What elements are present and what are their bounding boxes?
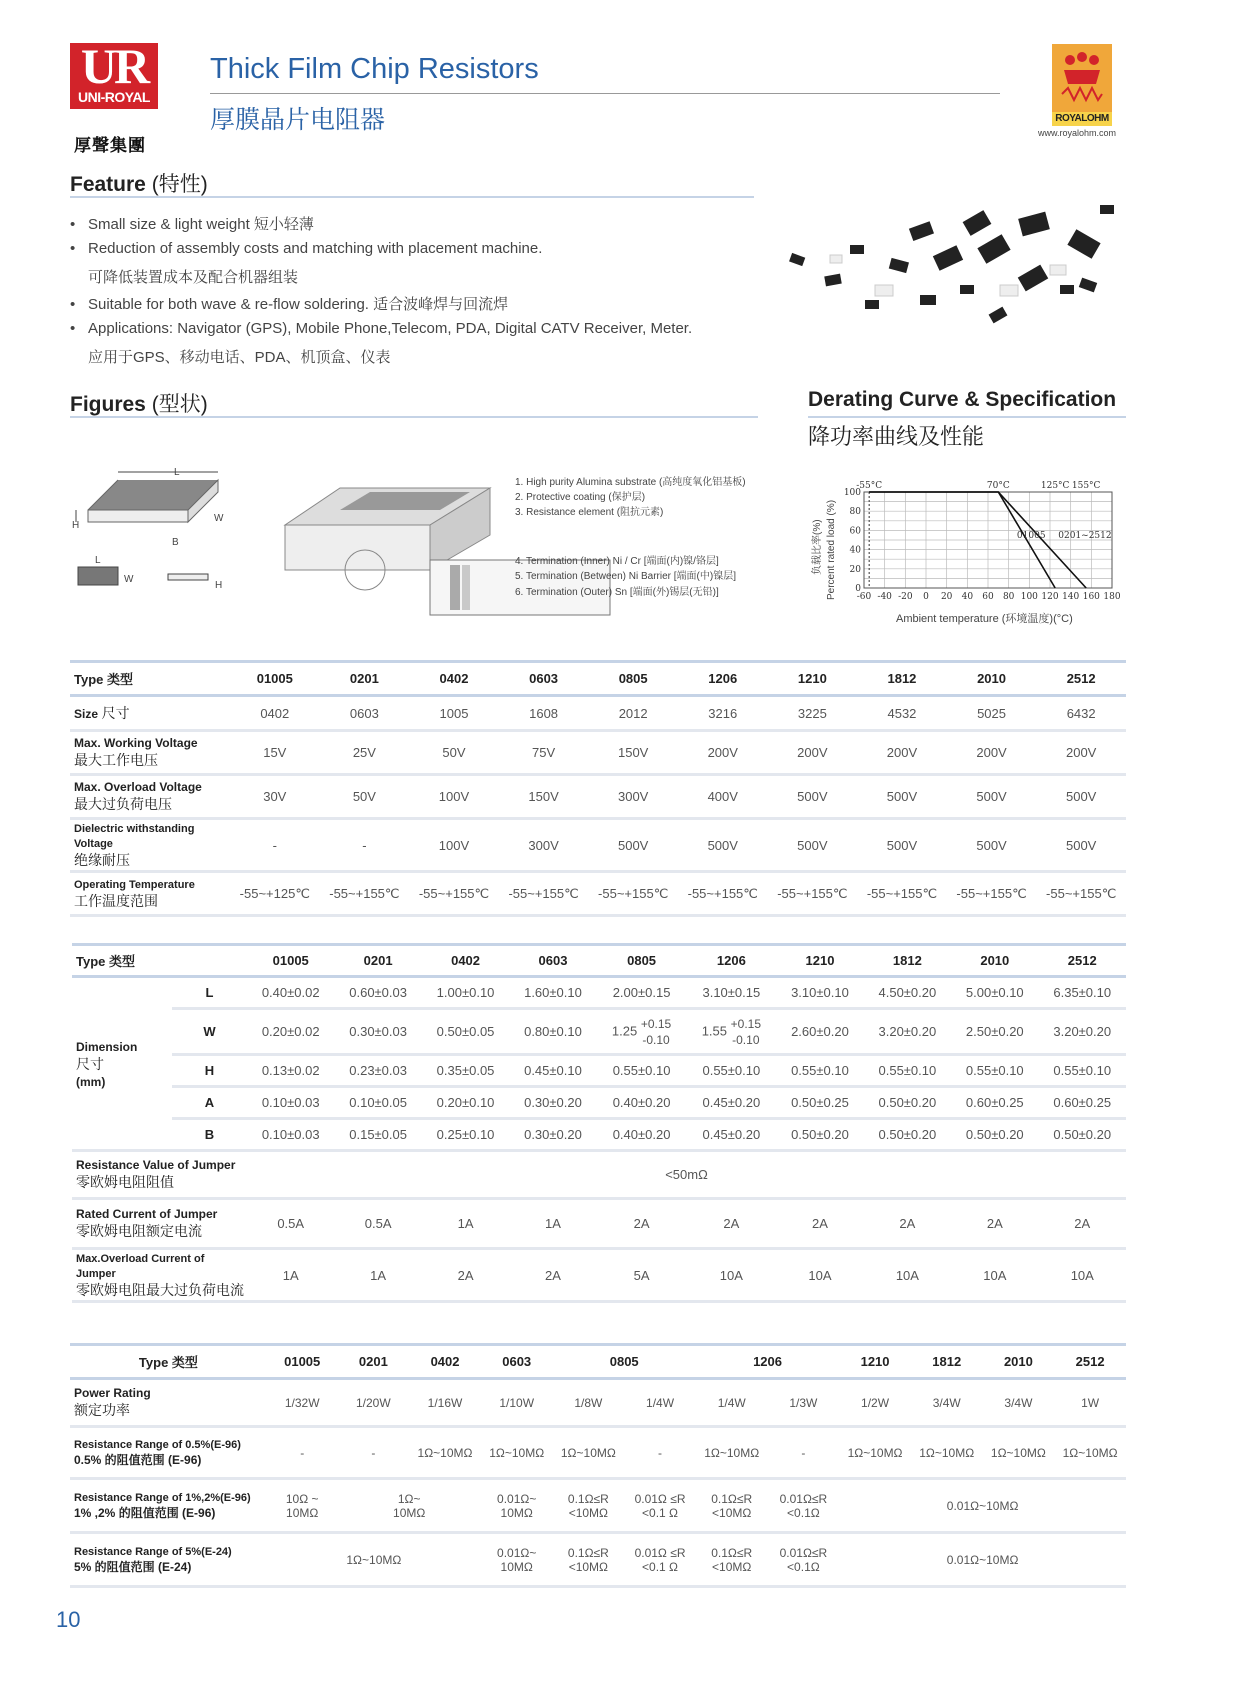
feature-item: 可降低装置成本及配合机器组装 [88, 269, 299, 286]
header-cell: 1206 [678, 662, 768, 696]
cell: 1/32W [267, 1379, 338, 1427]
cell: 1A [247, 1249, 334, 1302]
header-cell: 1206 [696, 1345, 839, 1379]
cell: 2A [951, 1199, 1038, 1249]
cell: 10A [776, 1249, 863, 1302]
cell: 0.01Ω ≤R <0.1 Ω [624, 1479, 696, 1533]
y-tick-label: 100 [843, 488, 861, 498]
cell: 3.20±0.20 [1039, 1009, 1126, 1055]
cell: 0.30±0.03 [334, 1009, 421, 1055]
cell: 2.60±0.20 [776, 1009, 863, 1055]
cell: 0.45±0.20 [686, 1087, 776, 1119]
cell: 0.40±0.02 [247, 977, 334, 1009]
cell: 0.01Ω~10MΩ [839, 1533, 1126, 1587]
cell: 0.01Ω ≤R <0.1 Ω [624, 1533, 696, 1587]
cell: 1Ω~10MΩ [409, 1427, 481, 1479]
cell: 0.25±0.10 [422, 1119, 509, 1151]
spec-table [70, 660, 1126, 917]
figure-label: 4. Termination (Inner) Ni / Cr [端面(内)镍/铬层] [515, 556, 719, 567]
temp-label: 155°C [1071, 481, 1101, 491]
y-tick-label: 0 [855, 584, 861, 594]
cell: 3225 [768, 696, 858, 731]
figure-label: 1. High purity Alumina substrate (高纯度氧化铝基板) [515, 477, 746, 488]
cell: 500V [1036, 819, 1126, 872]
row-label: Size 尺寸 [70, 696, 230, 731]
cell: 1A [509, 1199, 596, 1249]
cell: <50mΩ [247, 1151, 1126, 1199]
cell: 1Ω~10MΩ [1054, 1427, 1126, 1479]
header-cell: 0402 [409, 1345, 481, 1379]
row-label: Resistance Range of 5%(E-24) 5% 的阻值范围 (E-24) [70, 1533, 267, 1587]
cell: 150V [499, 775, 589, 819]
cell: 1/20W [338, 1379, 410, 1427]
dim-label: L [95, 555, 101, 566]
header-cell: 1812 [857, 662, 947, 696]
table-row [70, 819, 1126, 872]
cell: 0.10±0.03 [247, 1087, 334, 1119]
cell: 1Ω~10MΩ [839, 1427, 911, 1479]
cell: 2A [509, 1249, 596, 1302]
cell: 0.10±0.05 [334, 1087, 421, 1119]
header-cell: 01005 [230, 662, 320, 696]
cell: 2A [597, 1199, 687, 1249]
table-row [70, 775, 1126, 819]
cell: 0.01Ω≤R <0.1Ω [768, 1479, 840, 1533]
cell: - [624, 1427, 696, 1479]
derating-chart [800, 470, 1140, 630]
temp-label: 70°C [986, 481, 1010, 491]
uniroyal-logo [70, 38, 158, 109]
cell: 5A [597, 1249, 687, 1302]
cell: 2A [776, 1199, 863, 1249]
cell: 0.55±0.10 [776, 1055, 863, 1087]
figure-label: 2. Protective coating (保护层) [515, 492, 646, 503]
cell: - [768, 1427, 840, 1479]
dim-label: H [215, 580, 223, 591]
cell: 200V [768, 731, 858, 775]
derating-heading: Derating Curve & Specification [808, 388, 1117, 411]
cell: 2A [1039, 1199, 1126, 1249]
header-cell: 0201 [320, 662, 410, 696]
cell: -55~+155℃ [857, 872, 947, 916]
cell: 500V [947, 775, 1037, 819]
cell: 150V [588, 731, 678, 775]
row-label: Max.Overload Current of Jumper 零欧姆电阻最大过负荷电流 [72, 1249, 247, 1302]
dim-key: W [172, 1009, 247, 1055]
cell: 0603 [320, 696, 410, 731]
cell: 500V [857, 819, 947, 872]
y-tick-label: 60 [849, 526, 861, 537]
header-cell: 2512 [1039, 945, 1126, 977]
row-label: Dielectric withstanding Voltage 绝缘耐压 [70, 819, 230, 872]
x-tick-label: 0 [923, 592, 929, 602]
cell: 1Ω~10MΩ [983, 1427, 1055, 1479]
figure-label: 6. Termination (Outer) Sn [端面(外)锡层(无铅)] [515, 587, 719, 598]
figures-heading: Figures (型状) [70, 393, 208, 416]
cell: 300V [588, 775, 678, 819]
cell: 2A [422, 1249, 509, 1302]
row-label: Operating Temperature 工作温度范围 [70, 872, 230, 916]
cell: 0.5A [334, 1199, 421, 1249]
x-tick-label: 140 [1062, 592, 1080, 602]
header-cell: 1210 [768, 662, 858, 696]
logo-text: UNI-ROYAL [78, 89, 150, 105]
logo-cn: 厚聲集團 [74, 136, 146, 156]
cell: 0.35±0.05 [422, 1055, 509, 1087]
cell: 500V [947, 819, 1037, 872]
dim-key: H [172, 1055, 247, 1087]
cell: 1608 [499, 696, 589, 731]
cell: -55~+125℃ [230, 872, 320, 916]
header-cell: 2010 [983, 1345, 1055, 1379]
cell: 0.23±0.03 [334, 1055, 421, 1087]
header-cell: 01005 [247, 945, 334, 977]
feature-heading: Feature (特性) [70, 173, 208, 196]
header-cell: 2010 [947, 662, 1037, 696]
dim-key: A [172, 1087, 247, 1119]
cell: 50V [320, 775, 410, 819]
header-cell: Type 类型 [70, 662, 230, 696]
derating-heading-cn: 降功率曲线及性能 [808, 424, 985, 449]
y-axis-label-cn: 负载比率(%) [812, 519, 823, 575]
header-cell: Type 类型 [70, 1345, 267, 1379]
cell: 0.40±0.20 [597, 1119, 687, 1151]
y-tick-label: 20 [849, 564, 861, 575]
cell: 10A [1039, 1249, 1126, 1302]
cell: 0.1Ω≤R <10MΩ [553, 1479, 625, 1533]
cell: 2A [686, 1199, 776, 1249]
dim-label: W [124, 574, 134, 585]
header-cell: 0805 [597, 945, 687, 977]
cell: 0.80±0.10 [509, 1009, 596, 1055]
cell: 0.40±0.20 [597, 1087, 687, 1119]
cell: 2.00±0.15 [597, 977, 687, 1009]
cell: -55~+155℃ [1036, 872, 1126, 916]
cell: 10A [864, 1249, 951, 1302]
cell: 1/10W [481, 1379, 553, 1427]
cell: 0.55±0.10 [1039, 1055, 1126, 1087]
cell: 0.5A [247, 1199, 334, 1249]
cell: 15V [230, 731, 320, 775]
feature-item: • Small size & light weight 短小轻薄 [70, 216, 314, 233]
feature-item: • Applications: Navigator (GPS), Mobile Phone,Telecom, PDA, Digital CATV Receiver, Meter. [70, 320, 693, 337]
cell: 1.25 +0.15 -0.10 [597, 1009, 687, 1055]
cell: 500V [1036, 775, 1126, 819]
feature-item: • Suitable for both wave & re-flow soldering. 适合波峰焊与回流焊 [70, 296, 509, 313]
cell: 0.30±0.20 [509, 1087, 596, 1119]
x-axis-label: Ambient temperature (环境温度)(°C) [896, 613, 1073, 625]
header-cell: 0603 [509, 945, 596, 977]
cell: 2A [864, 1199, 951, 1249]
cell: 4.50±0.20 [864, 977, 951, 1009]
cell: 1/2W [839, 1379, 911, 1427]
header-cell: 1210 [776, 945, 863, 977]
cell: 1A [422, 1199, 509, 1249]
header-cell: 1812 [864, 945, 951, 977]
cell: 1Ω~10MΩ [481, 1427, 553, 1479]
cell: 0.60±0.03 [334, 977, 421, 1009]
header-cell: 0603 [499, 662, 589, 696]
cell: 1.00±0.10 [422, 977, 509, 1009]
header-cell: 1206 [686, 945, 776, 977]
cell: 0.10±0.03 [247, 1119, 334, 1151]
cell: 0.45±0.20 [686, 1119, 776, 1151]
cell: 300V [499, 819, 589, 872]
header-cell: Type 类型 [72, 945, 247, 977]
cell: 0.55±0.10 [864, 1055, 951, 1087]
cell: 0.50±0.20 [1039, 1119, 1126, 1151]
cell: 0.1Ω≤R <10MΩ [696, 1533, 768, 1587]
cell: 6432 [1036, 696, 1126, 731]
dim-key: B [172, 1119, 247, 1151]
cell: 4532 [857, 696, 947, 731]
cell: 1A [334, 1249, 421, 1302]
resistance-table [70, 1343, 1126, 1588]
table-row [70, 1479, 1126, 1533]
cell: 3216 [678, 696, 768, 731]
header-cell: 0402 [409, 662, 499, 696]
cell: 0.1Ω≤R <10MΩ [696, 1479, 768, 1533]
cell: 3.10±0.15 [686, 977, 776, 1009]
cell: 0.60±0.25 [1039, 1087, 1126, 1119]
cell: 0.20±0.10 [422, 1087, 509, 1119]
table-row [72, 1119, 1126, 1151]
cell: 500V [768, 775, 858, 819]
cell: 6.35±0.10 [1039, 977, 1126, 1009]
x-tick-label: -20 [898, 592, 913, 602]
cell: 0.50±0.20 [864, 1119, 951, 1151]
cell: 1005 [409, 696, 499, 731]
royalohm-text: ROYALOHM [1052, 112, 1112, 126]
cell: 2012 [588, 696, 678, 731]
cell: -55~+155℃ [409, 872, 499, 916]
row-label: Power Rating 额定功率 [70, 1379, 267, 1427]
row-label: Max. Working Voltage 最大工作电压 [70, 731, 230, 775]
header-cell: 2512 [1036, 662, 1126, 696]
cell: 0.50±0.20 [951, 1119, 1038, 1151]
cell: - [267, 1427, 338, 1479]
cell: 100V [409, 819, 499, 872]
cell: 100V [409, 775, 499, 819]
feature-item: • Reduction of assembly costs and matching with placement machine. [70, 240, 543, 257]
cell: -55~+155℃ [320, 872, 410, 916]
x-tick-label: 160 [1082, 592, 1100, 602]
cell: 0.50±0.20 [776, 1119, 863, 1151]
cell: 1.60±0.10 [509, 977, 596, 1009]
cell: 2.50±0.20 [951, 1009, 1038, 1055]
cell: - [338, 1427, 410, 1479]
cell: 200V [857, 731, 947, 775]
cell: - [320, 819, 410, 872]
cell: 0.01Ω~ 10MΩ [481, 1479, 553, 1533]
cell: 10A [951, 1249, 1038, 1302]
cell: 500V [857, 775, 947, 819]
cell: 500V [768, 819, 858, 872]
table-row [72, 1249, 1126, 1302]
table-header [70, 662, 1126, 696]
cell: - [230, 819, 320, 872]
row-label: Resistance Value of Jumper 零欧姆电阻阻值 [72, 1151, 247, 1199]
chip-resistors-photo [770, 190, 1140, 350]
cell: 0.13±0.02 [247, 1055, 334, 1087]
dim-label: W [214, 513, 224, 524]
cell: 3.10±0.10 [776, 977, 863, 1009]
table-row [72, 1199, 1126, 1249]
table-row [72, 1087, 1126, 1119]
cell: 1/16W [409, 1379, 481, 1427]
cell: 1/4W [696, 1379, 768, 1427]
cell: 10Ω ~ 10MΩ [267, 1479, 338, 1533]
cell: 1Ω~ 10MΩ [338, 1479, 481, 1533]
cell: 1Ω~10MΩ [696, 1427, 768, 1479]
cell: 500V [678, 819, 768, 872]
cell: 400V [678, 775, 768, 819]
cell: 0.50±0.20 [864, 1087, 951, 1119]
header-cell: 1210 [839, 1345, 911, 1379]
cell: 1Ω~10MΩ [267, 1533, 481, 1587]
cell: 0.55±0.10 [597, 1055, 687, 1087]
cell: 200V [678, 731, 768, 775]
x-tick-label: 180 [1103, 592, 1121, 602]
cell: 3.20±0.20 [864, 1009, 951, 1055]
cell: 1.55 +0.15 -0.10 [686, 1009, 776, 1055]
figure-label: 3. Resistance element (阻抗元素) [515, 507, 664, 518]
temp-label: 125°C [1040, 481, 1070, 491]
cell: 0.50±0.25 [776, 1087, 863, 1119]
header-cell: 1812 [911, 1345, 983, 1379]
royalohm-logo [1052, 44, 1112, 126]
y-tick-label: 40 [849, 545, 861, 556]
cell: 1W [1054, 1379, 1126, 1427]
cell: 0.30±0.20 [509, 1119, 596, 1151]
header-cell: 2512 [1054, 1345, 1126, 1379]
cell: 0.50±0.05 [422, 1009, 509, 1055]
cell: 500V [588, 819, 678, 872]
cell: 1/3W [768, 1379, 840, 1427]
temp-label: -55°C [856, 481, 883, 491]
cell: 3/4W [983, 1379, 1055, 1427]
header-cell: 0201 [334, 945, 421, 977]
table-header [70, 1345, 1126, 1379]
cell: 0.01Ω~ 10MΩ [481, 1533, 553, 1587]
x-tick-label: 40 [961, 592, 974, 602]
cell: 50V [409, 731, 499, 775]
table-header [72, 945, 1126, 977]
cell: 3/4W [911, 1379, 983, 1427]
cell: 0.60±0.25 [951, 1087, 1038, 1119]
dim-key: L [172, 977, 247, 1009]
cell: 0.15±0.05 [334, 1119, 421, 1151]
page-title-cn: 厚膜晶片电阻器 [210, 106, 386, 134]
x-tick-label: 60 [982, 592, 994, 602]
header-cell: 0402 [422, 945, 509, 977]
header-cell: 2010 [951, 945, 1038, 977]
logo-mark: UR [80, 38, 148, 94]
row-label: Resistance Range of 0.5%(E-96) 0.5% 的阻值范围 (E-96) [70, 1427, 267, 1479]
row-label: Resistance Range of 1%,2%(E-96) 1% ,2% 的阻值范围 (E-96) [70, 1479, 267, 1533]
cell: 1/8W [553, 1379, 625, 1427]
table-row [70, 872, 1126, 916]
table-row [72, 977, 1126, 1009]
royalohm-url: www.royalohm.com [1038, 128, 1117, 138]
page-number: 10 [56, 1607, 81, 1632]
cell: 10A [686, 1249, 776, 1302]
cell: 0.01Ω≤R <0.1Ω [768, 1533, 840, 1587]
dimension-drawing [68, 462, 248, 592]
table-row [72, 1055, 1126, 1087]
cell: 0.45±0.10 [509, 1055, 596, 1087]
row-label: Max. Overload Voltage 最大过负荷电压 [70, 775, 230, 819]
dimension-label: Dimension 尺寸 (mm) [72, 977, 172, 1151]
table-row [72, 1151, 1126, 1199]
cell: -55~+155℃ [947, 872, 1037, 916]
header-cell: 0805 [588, 662, 678, 696]
cell: 0.1Ω≤R <10MΩ [553, 1533, 625, 1587]
x-tick-label: 20 [940, 592, 953, 602]
x-tick-label: -40 [877, 592, 892, 602]
cell: -55~+155℃ [499, 872, 589, 916]
figure-label: 5. Termination (Between) Ni Barrier [端面(中)镍层] [515, 571, 736, 582]
cell: 5025 [947, 696, 1037, 731]
table-row [72, 1009, 1126, 1055]
royalohm-icon [1052, 44, 1112, 112]
cell: 0.55±0.10 [686, 1055, 776, 1087]
row-label: Rated Current of Jumper 零欧姆电阻额定电流 [72, 1199, 247, 1249]
dim-label: B [172, 537, 179, 548]
cell: 0.01Ω~10MΩ [839, 1479, 1126, 1533]
cell: 75V [499, 731, 589, 775]
cell: -55~+155℃ [678, 872, 768, 916]
dim-label: L [174, 467, 180, 478]
curve-label: 0201~2512 [1058, 531, 1112, 542]
dim-label: H [72, 520, 80, 531]
y-axis-label: Percent rated load (%) [826, 499, 837, 600]
cell: 0402 [230, 696, 320, 731]
cell: 0.55±0.10 [951, 1055, 1038, 1087]
cell: 25V [320, 731, 410, 775]
page-title: Thick Film Chip Resistors [210, 53, 539, 85]
cell: 5.00±0.10 [951, 977, 1038, 1009]
cell: -55~+155℃ [768, 872, 858, 916]
x-tick-label: 80 [1002, 592, 1015, 602]
cell: 1/4W [624, 1379, 696, 1427]
feature-item: 应用于GPS、移动电话、PDA、机顶盒、仪表 [88, 349, 391, 366]
curve-label: 01005 [1016, 531, 1046, 542]
table-row [70, 1533, 1126, 1587]
table-row [70, 696, 1126, 731]
cell: 0.20±0.02 [247, 1009, 334, 1055]
cell: 200V [1036, 731, 1126, 775]
table-row [70, 1379, 1126, 1427]
y-tick-label: 80 [849, 507, 861, 518]
header-cell: 0603 [481, 1345, 553, 1379]
cell: -55~+155℃ [588, 872, 678, 916]
dimension-table [72, 943, 1126, 1303]
cell: 1Ω~10MΩ [553, 1427, 625, 1479]
cell: 30V [230, 775, 320, 819]
table-row [70, 731, 1126, 775]
x-tick-label: 100 [1020, 592, 1038, 602]
header-cell: 01005 [267, 1345, 338, 1379]
cell: 1Ω~10MΩ [911, 1427, 983, 1479]
header-cell: 0201 [338, 1345, 410, 1379]
x-tick-label: 120 [1041, 592, 1059, 602]
cell: 200V [947, 731, 1037, 775]
header-cell: 0805 [553, 1345, 696, 1379]
x-tick-label: -60 [856, 592, 872, 602]
table-row [70, 1427, 1126, 1479]
